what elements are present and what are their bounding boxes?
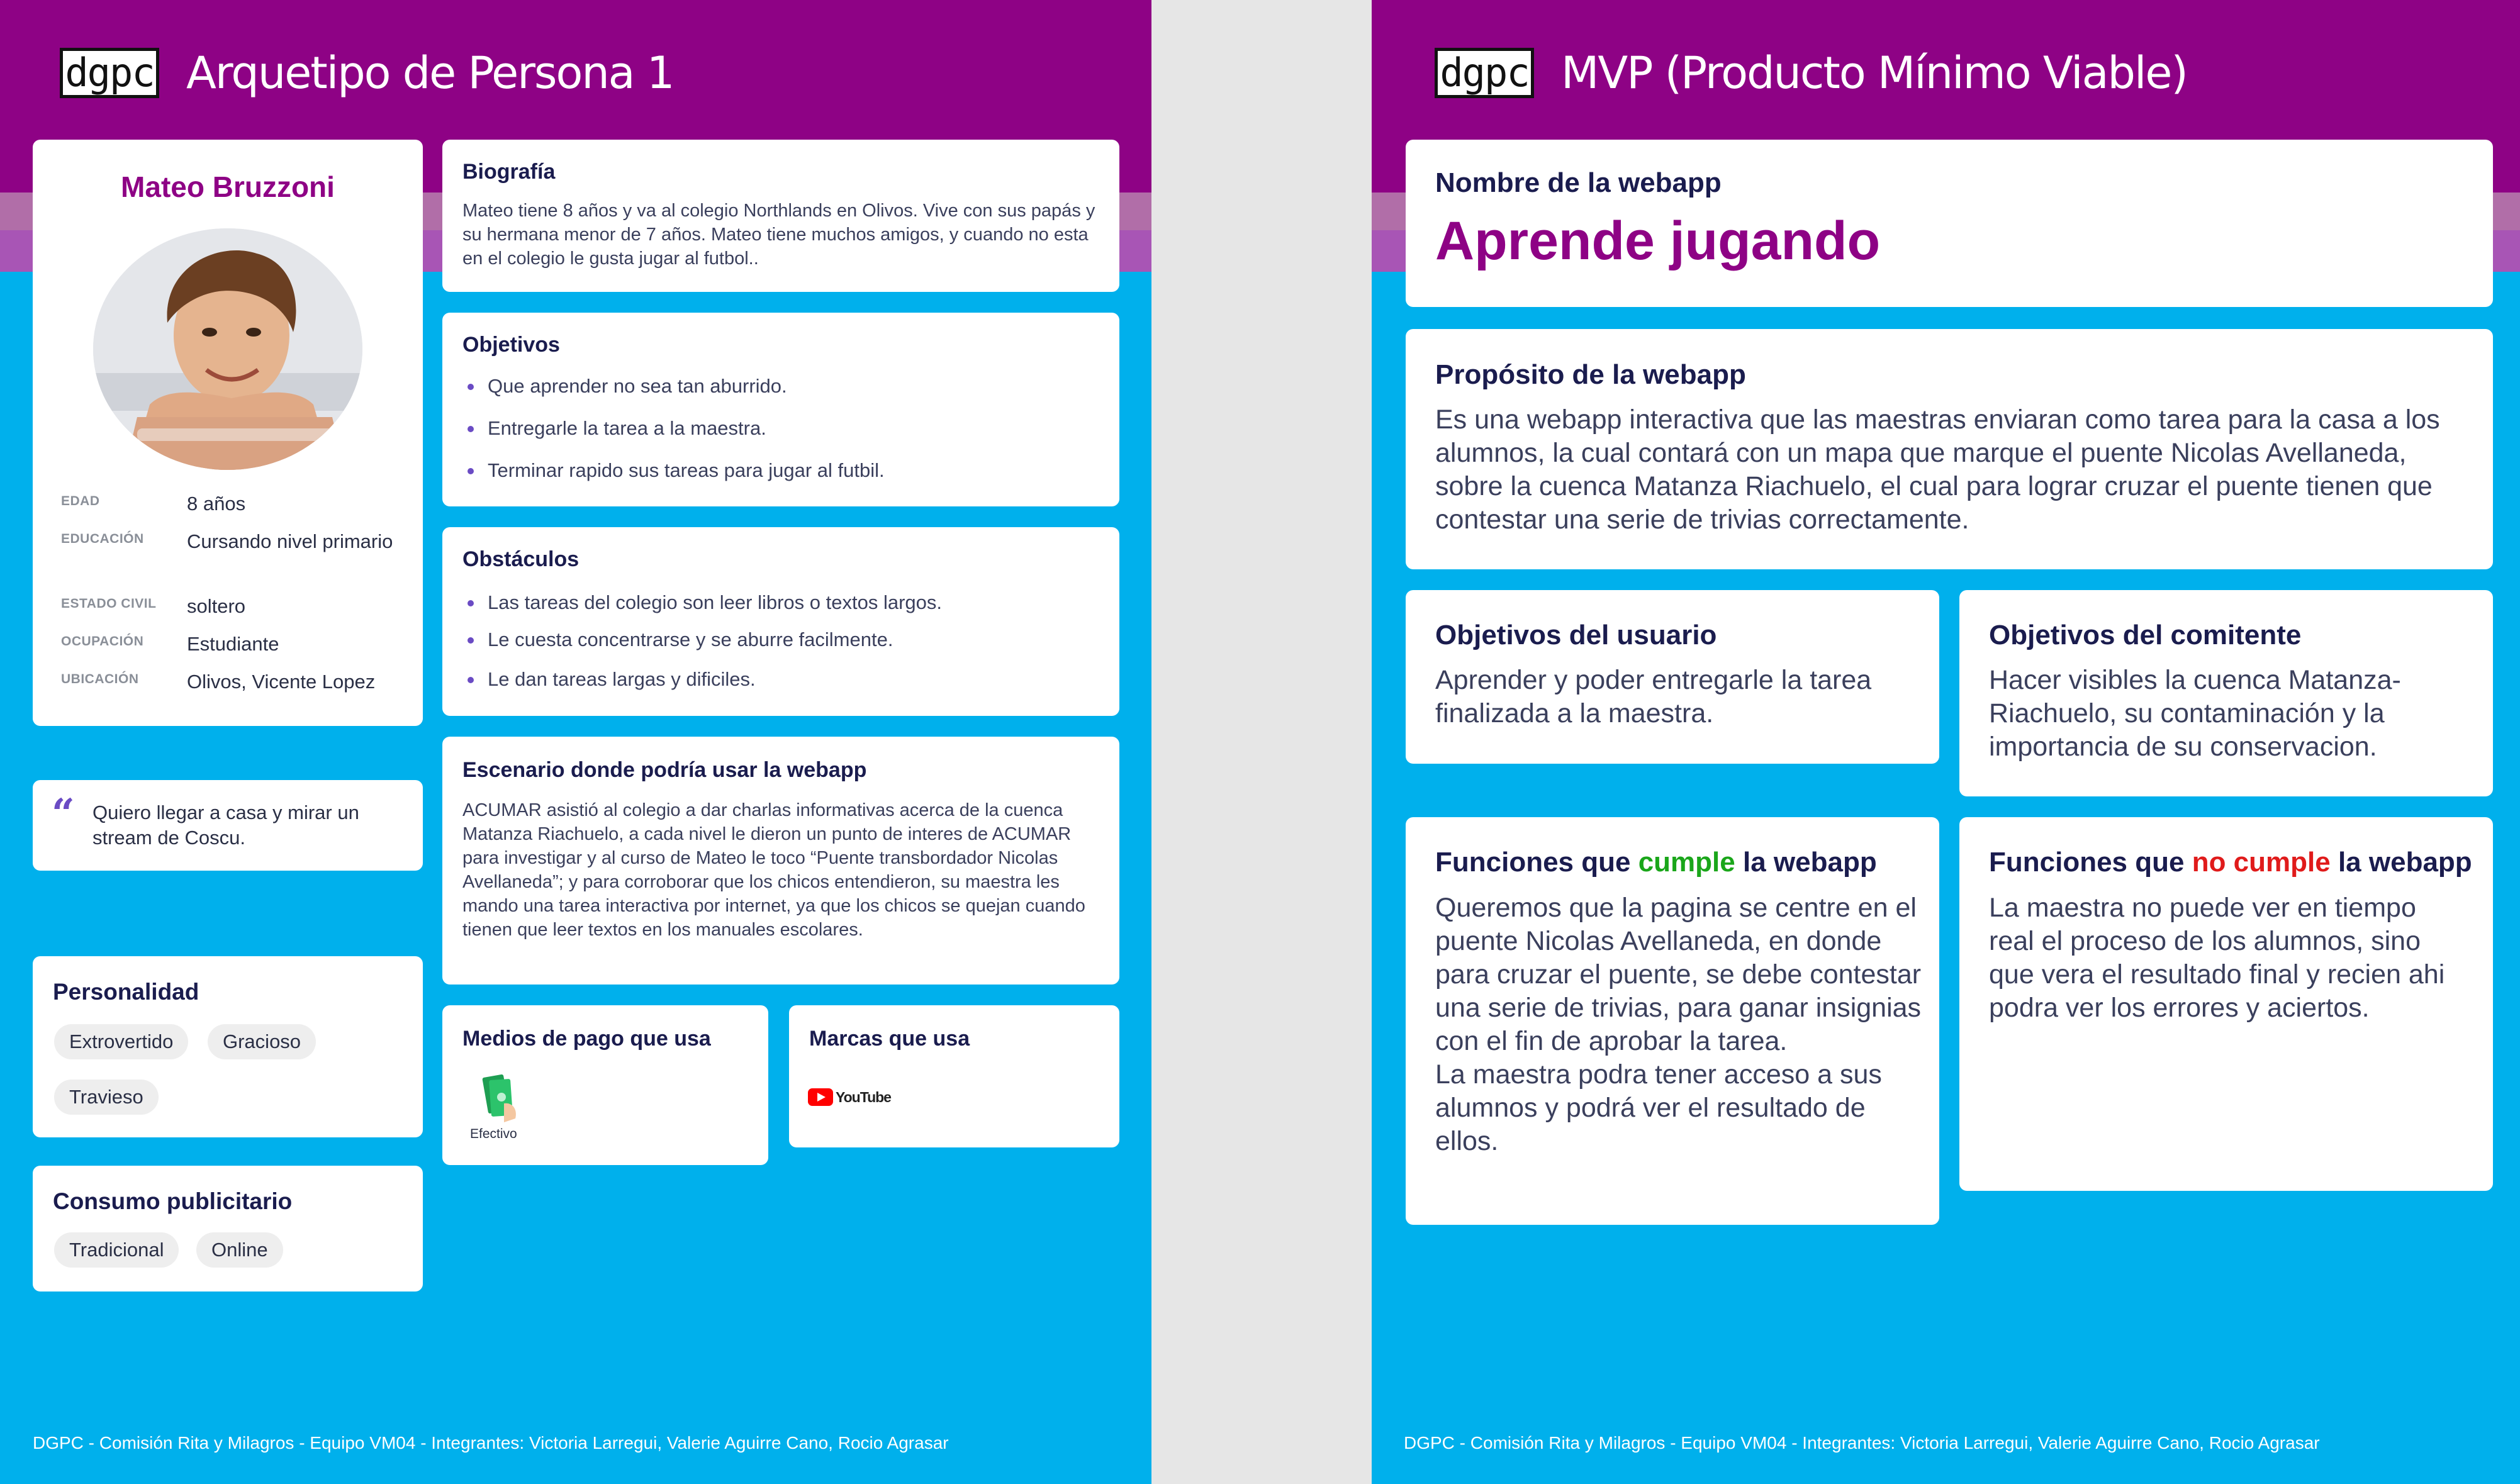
- title-part: Funciones que: [1989, 847, 2192, 878]
- mvp-panel: [1372, 0, 2520, 1484]
- info-row-civil-status: [61, 593, 413, 624]
- obstacle-item: Le dan tareas largas y dificiles.: [462, 667, 942, 691]
- info-value: Estudiante: [187, 633, 279, 655]
- footer-credits: DGPC - Comisión Rita y Milagros - Equipo VM04 - Integrantes: Victoria Larregui, Valerie Aguirre Cano, Rocio Agrasar: [33, 1433, 949, 1453]
- fulfilled-functions-card: [1406, 817, 1939, 1225]
- client-goals-card: [1959, 590, 2493, 796]
- info-row-age: [61, 490, 413, 522]
- fulfilled-paragraph: Queremos que la pagina se centre en el puente Nicolas Avellaneda, en donde para cruzar el puente, se debe contestar una serie de trivias, para ganar insignias con el fin de aprobar la tarea.: [1435, 893, 1922, 1056]
- info-row-location: [61, 668, 413, 700]
- obstacles-list: [462, 591, 942, 691]
- objectives-title: Objetivos: [462, 333, 560, 357]
- consumption-tag: Online: [196, 1232, 283, 1268]
- fulfilled-functions-text: [1435, 891, 1932, 1158]
- personality-title: Personalidad: [53, 979, 199, 1005]
- info-label: EDUCACIÓN: [61, 532, 144, 546]
- user-goals-text: Aprender y poder entregarle la tarea finalizada a la maestra.: [1435, 665, 1872, 728]
- brands-title: Marcas que usa: [809, 1027, 970, 1051]
- biography-card: [442, 140, 1119, 292]
- footer-credits: DGPC - Comisión Rita y Milagros - Equipo VM04 - Integrantes: Victoria Larregui, Valerie Aguirre Cano, Rocio Agrasar: [1404, 1433, 2320, 1453]
- brands-card: [789, 1005, 1119, 1147]
- purpose-title: Propósito de la webapp: [1435, 359, 1746, 390]
- obstacles-card: [442, 527, 1119, 716]
- dgpc-logo: dgpc: [60, 48, 159, 98]
- webapp-name-label: Nombre de la webapp: [1435, 167, 1722, 198]
- personality-tag: Gracioso: [208, 1024, 316, 1059]
- boy-portrait-icon: [93, 228, 362, 470]
- info-value: Cursando nivel primario: [187, 530, 393, 552]
- biography-text: Mateo tiene 8 años y va al colegio Northlands en Olivos. Vive con sus papás y su hermana menor de 7 años. Mateo tiene muchos amigos, y cuando no esta en el colegio le gusta jugar al futbol..: [462, 201, 1095, 269]
- fulfilled-functions-title: [1435, 847, 1877, 878]
- profile-card: [33, 140, 423, 726]
- info-value: Olivos, Vicente Lopez: [187, 671, 376, 693]
- dgpc-logo: dgpc: [1435, 48, 1534, 98]
- purpose-text: Es una webapp interactiva que las maestras enviaran como tarea para la casa a los alumnos, la cual contará con un mapa que marque el puente Nicolas Avellaneda, sobre la cuenca Matanza Riachuelo, el cual para lograr cruzar el puente tienen que contestar una serie de trivias correctamente.: [1435, 404, 2440, 535]
- user-goals-card: [1406, 590, 1939, 764]
- personality-tag: Extrovertido: [54, 1024, 188, 1059]
- brand-name: YouTube: [836, 1089, 891, 1105]
- youtube-icon: [808, 1088, 833, 1106]
- info-label: UBICACIÓN: [61, 672, 139, 686]
- unfulfilled-functions-text: La maestra no puede ver en tiempo real el proceso de los alumnos, sino que vera el resultado final y recien ahi podra ver los errores y aciertos.: [1989, 893, 2445, 1023]
- payment-title: Medios de pago que usa: [462, 1027, 711, 1051]
- objective-item: Entregarle la tarea a la maestra.: [462, 416, 885, 440]
- ad-consumption-card: [33, 1166, 423, 1292]
- payment-methods-card: [442, 1005, 768, 1165]
- quote-icon: “: [52, 790, 75, 837]
- personality-tag: Travieso: [54, 1080, 159, 1115]
- fulfilled-paragraph: La maestra podra tener acceso a sus alumnos y podrá ver el resultado de ellos.: [1435, 1059, 1882, 1156]
- info-label: EDAD: [61, 494, 100, 508]
- unfulfilled-functions-card: [1959, 817, 2493, 1191]
- title-part: la webapp: [2330, 847, 2472, 878]
- objective-item: Terminar rapido sus tareas para jugar al futbil.: [462, 459, 885, 483]
- page-title: Arquetipo de Persona 1: [186, 47, 674, 99]
- title-highlight: cumple: [1638, 847, 1735, 878]
- scenario-title: Escenario donde podría usar la webapp: [462, 758, 867, 782]
- info-value: soltero: [187, 595, 246, 617]
- info-label: ESTADO CIVIL: [61, 596, 157, 611]
- avatar: [93, 228, 362, 470]
- purpose-card: [1406, 329, 2493, 569]
- consumption-title: Consumo publicitario: [53, 1188, 293, 1214]
- unfulfilled-functions-title: [1989, 847, 2472, 878]
- quote-text: Quiero llegar a casa y mirar un stream de Coscu.: [92, 801, 359, 849]
- webapp-name-card: [1406, 140, 2493, 307]
- title-highlight: no cumple: [2192, 847, 2331, 878]
- obstacle-item: Las tareas del colegio son leer libros o textos largos.: [462, 591, 942, 615]
- user-goals-title: Objetivos del usuario: [1435, 620, 1717, 650]
- quote-card: [33, 780, 423, 871]
- page-title: MVP (Producto Mínimo Viable): [1561, 47, 2187, 99]
- obstacle-item: Le cuesta concentrarse y se aburre facilmente.: [462, 628, 942, 652]
- client-goals-title: Objetivos del comitente: [1989, 620, 2302, 650]
- scenario-text: ACUMAR asistió al colegio a dar charlas informativas acerca de la cuenca Matanza Riachuelo, a cada nivel le dieron un punto de interes de ACUMAR para investigar y al curso de Mateo le toco “Puente transbordador Nicolas Avellaneda”; y para corroborar que los chicos entendieron, su maestra les mando una tarea interactiva por internet, ya que los chicos se quejan cuando tienen que leer textos en los manuales escolares.: [462, 800, 1085, 940]
- scenario-card: [442, 737, 1119, 985]
- objectives-card: [442, 313, 1119, 506]
- title-part: Funciones que: [1435, 847, 1638, 878]
- persona-name: Mateo Bruzzoni: [121, 170, 335, 203]
- biography-title: Biografía: [462, 160, 556, 184]
- title-part: la webapp: [1735, 847, 1877, 878]
- client-goals-text: Hacer visibles la cuenca Matanza-Riachuelo, su contaminación y la importancia de su conservacion.: [1989, 665, 2401, 762]
- objectives-list: [462, 374, 885, 483]
- persona-panel: [0, 0, 1151, 1484]
- info-label: OCUPACIÓN: [61, 634, 144, 649]
- info-row-occupation: [61, 630, 413, 662]
- info-row-education: [61, 528, 413, 591]
- obstacles-title: Obstáculos: [462, 547, 580, 571]
- webapp-name: Aprende jugando: [1435, 211, 1881, 271]
- consumption-tag: Tradicional: [54, 1232, 179, 1268]
- cash-icon: [479, 1073, 523, 1124]
- payment-item-label: Efectivo: [470, 1127, 517, 1141]
- objective-item: Que aprender no sea tan aburrido.: [462, 374, 885, 398]
- personality-card: [33, 956, 423, 1137]
- info-value: 8 años: [187, 493, 246, 515]
